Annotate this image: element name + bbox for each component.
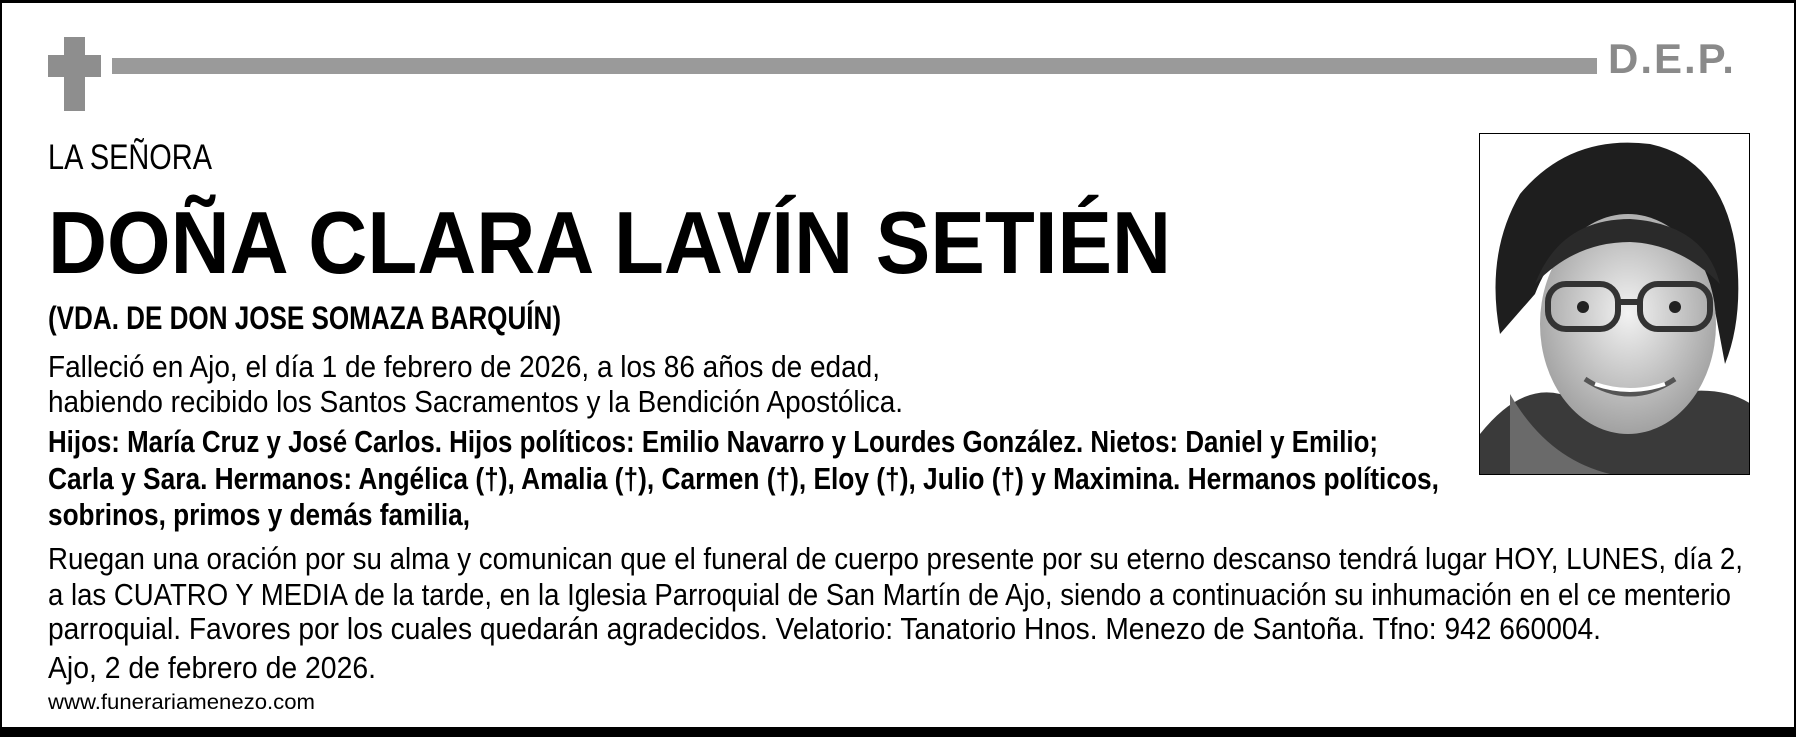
place-date: Ajo, 2 de febrero de 2026. xyxy=(48,650,376,685)
widow-of: (VDA. DE DON JOSE SOMAZA BARQUÍN) xyxy=(48,300,561,336)
family-line: sobrinos, primos y demás familia, xyxy=(48,497,470,532)
bottom-bar xyxy=(0,727,1796,737)
funeral-line: Ruegan una oración por su alma y comunican que el funeral de cuerpo presente por su eterno descanso tendrá lugar HOY, LUNES, día 2, xyxy=(48,541,1743,576)
death-line: habiendo recibido los Santos Sacramentos y la Bendición Apostólica. xyxy=(48,384,903,419)
website-link[interactable]: www.funerariamenezo.com xyxy=(48,691,315,714)
dep-label: D.E.P. xyxy=(1608,35,1736,82)
family-line: Hijos: María Cruz y José Carlos. Hijos políticos: Emilio Navarro y Lourdes González. Nietos: Daniel y Emilio; xyxy=(48,424,1378,459)
title-prefix: LA SEÑORA xyxy=(48,138,212,177)
death-line: Falleció en Ajo, el día 1 de febrero de 2026, a los 86 años de edad, xyxy=(48,349,880,384)
deceased-photo xyxy=(1479,133,1750,475)
deceased-name: DOÑA CLARA LAVÍN SETIÉN xyxy=(48,193,1171,292)
cross-icon-arm xyxy=(48,55,101,77)
funeral-line: parroquial. Favores por los cuales quedarán agradecidos. Velatorio: Tanatorio Hnos. Menezo de Santoña. Tfno: 942 660004. xyxy=(48,611,1601,646)
funeral-line: a las CUATRO Y MEDIA de la tarde, en la Iglesia Parroquial de San Martín de Ajo, siendo a continuación su inhumación en el ce menterio xyxy=(48,577,1731,612)
header-rule xyxy=(112,58,1597,74)
family-line: Carla y Sara. Hermanos: Angélica (†), Amalia (†), Carmen (†), Eloy (†), Julio (†) y Maximina. Hermanos políticos, xyxy=(48,461,1439,496)
